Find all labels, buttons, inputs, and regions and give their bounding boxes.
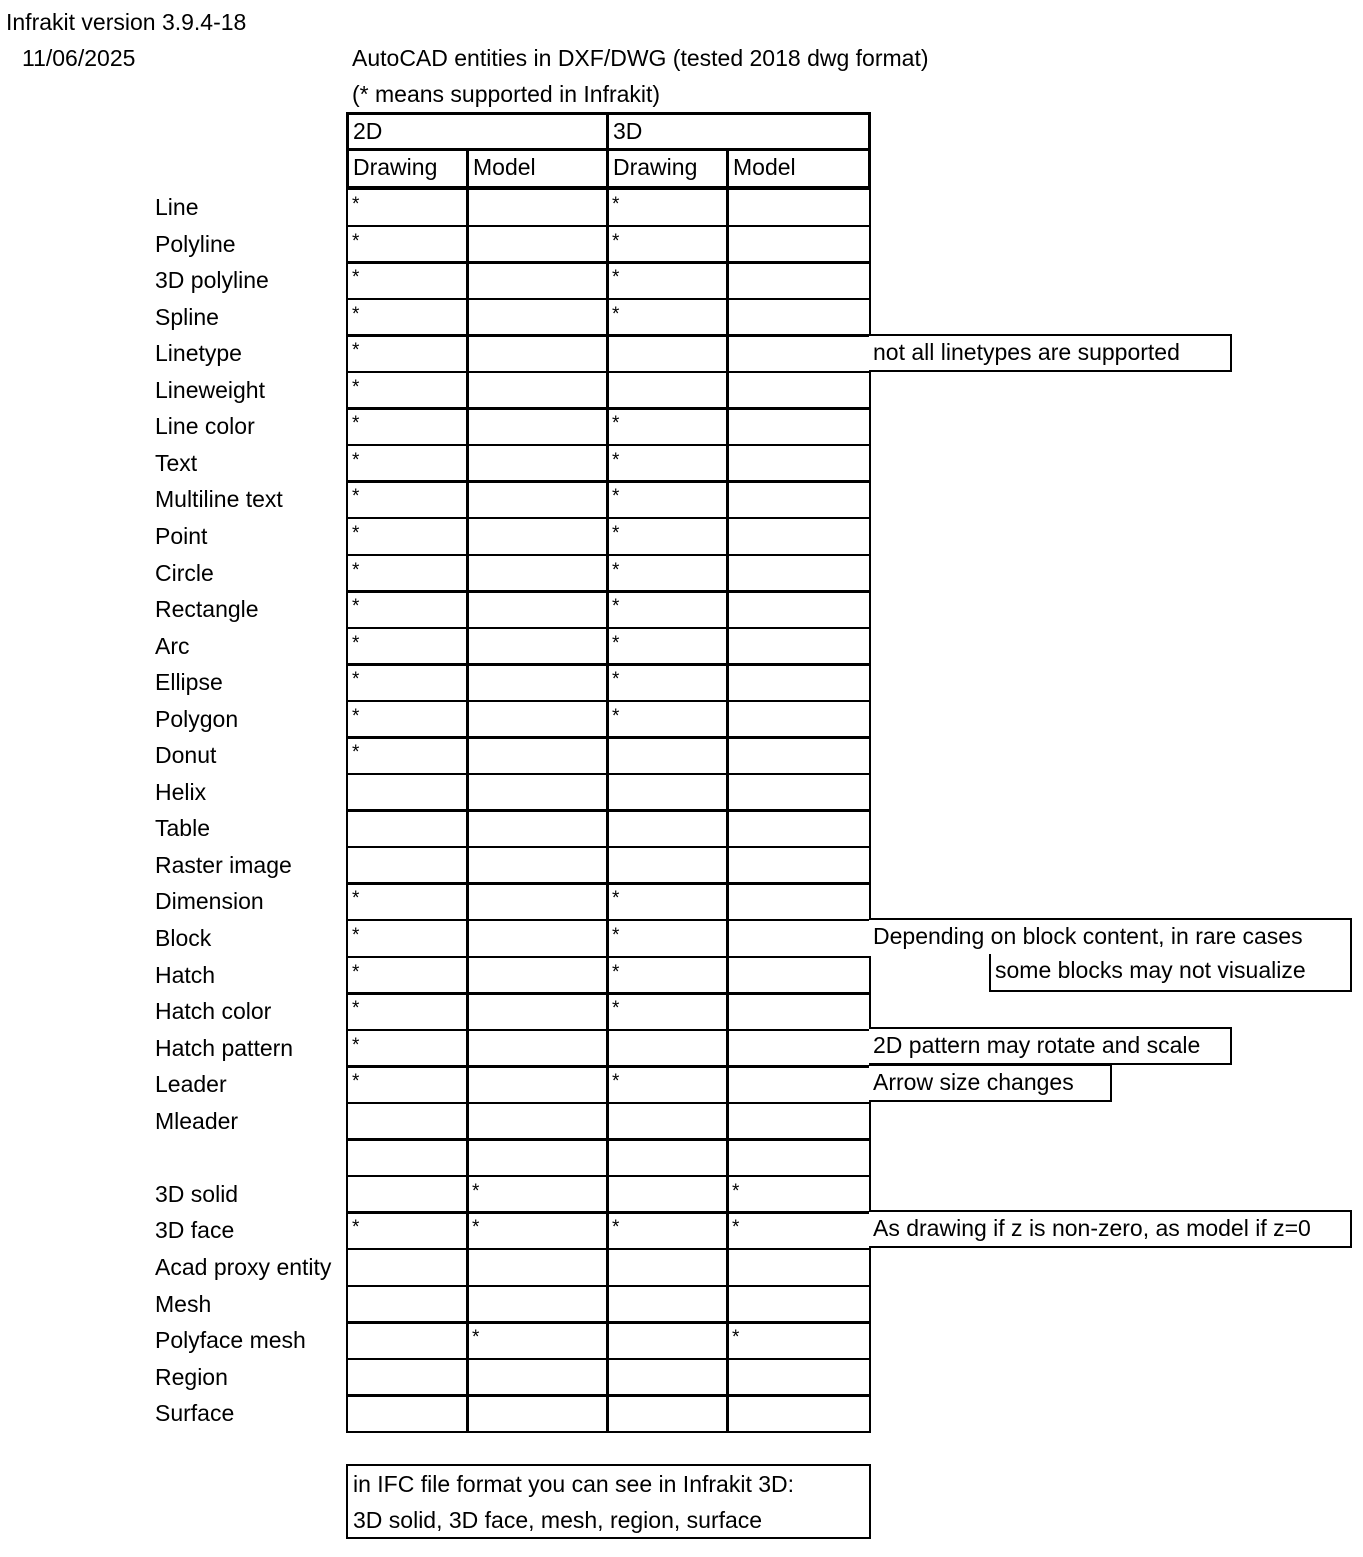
cell-3d-drawing: * bbox=[606, 663, 729, 702]
cell-3d-drawing: * bbox=[606, 261, 729, 300]
row-label: Mesh bbox=[155, 1291, 212, 1317]
row-label: Hatch pattern bbox=[155, 1035, 294, 1061]
cell-3d-model bbox=[726, 773, 871, 812]
cell-2d-drawing: * bbox=[346, 225, 469, 264]
row-label: Acad proxy entity bbox=[155, 1254, 332, 1280]
cell-3d-drawing bbox=[606, 371, 729, 410]
row-label: Dimension bbox=[155, 888, 264, 914]
cell-2d-drawing: * bbox=[346, 261, 469, 300]
cell-2d-model: * bbox=[466, 1211, 609, 1250]
row-label: Table bbox=[155, 815, 210, 841]
cell-2d-model bbox=[466, 1138, 609, 1177]
cell-2d-model bbox=[466, 882, 609, 921]
cell-2d-model bbox=[466, 1029, 609, 1068]
cell-2d-drawing bbox=[346, 1285, 469, 1324]
row-label: Leader bbox=[155, 1071, 227, 1097]
note-linetype: not all linetypes are supported bbox=[869, 334, 1232, 372]
cell-2d-drawing bbox=[346, 1358, 469, 1397]
note-hatch-pattern: 2D pattern may rotate and scale bbox=[869, 1027, 1232, 1065]
cell-3d-model bbox=[726, 188, 871, 227]
cell-2d-drawing: * bbox=[346, 188, 469, 227]
row-label: Ellipse bbox=[155, 669, 223, 695]
date-text: 11/06/2025 bbox=[22, 45, 136, 71]
cell-2d-model bbox=[466, 1285, 609, 1324]
cell-2d-model bbox=[466, 736, 609, 775]
cell-2d-model bbox=[466, 809, 609, 848]
row-label: Raster image bbox=[155, 852, 292, 878]
row-label: 3D solid bbox=[155, 1181, 239, 1207]
cell-3d-model bbox=[726, 919, 871, 958]
cell-3d-model bbox=[726, 956, 871, 995]
cell-2d-model bbox=[466, 919, 609, 958]
cell-3d-model bbox=[726, 1248, 871, 1287]
cell-2d-model bbox=[466, 1248, 609, 1287]
cell-2d-drawing bbox=[346, 1138, 469, 1177]
cell-3d-model bbox=[726, 334, 871, 373]
cell-2d-model bbox=[466, 956, 609, 995]
row-label: Rectangle bbox=[155, 596, 259, 622]
cell-2d-drawing bbox=[346, 1102, 469, 1141]
cell-3d-drawing: * bbox=[606, 956, 729, 995]
cell-3d-drawing: * bbox=[606, 992, 729, 1031]
row-label: Block bbox=[155, 925, 212, 951]
row-label: Line color bbox=[155, 413, 255, 439]
cell-3d-drawing: * bbox=[606, 444, 729, 483]
cell-2d-model bbox=[466, 261, 609, 300]
cell-3d-drawing bbox=[606, 1102, 729, 1141]
cell-3d-model bbox=[726, 1138, 871, 1177]
cell-2d-drawing bbox=[346, 1394, 469, 1433]
cell-3d-drawing bbox=[606, 1394, 729, 1433]
cell-3d-model bbox=[726, 809, 871, 848]
cell-2d-drawing: * bbox=[346, 590, 469, 629]
version-text: Infrakit version 3.9.4-18 bbox=[6, 9, 247, 35]
cell-3d-drawing: * bbox=[606, 627, 729, 666]
cell-2d-model bbox=[466, 590, 609, 629]
cell-3d-drawing bbox=[606, 1321, 729, 1360]
cell-2d-drawing: * bbox=[346, 919, 469, 958]
cell-2d-drawing: * bbox=[346, 1029, 469, 1068]
cell-2d-model bbox=[466, 1358, 609, 1397]
cell-3d-drawing bbox=[606, 1029, 729, 1068]
row-label: Lineweight bbox=[155, 377, 265, 403]
cell-2d-drawing: * bbox=[346, 736, 469, 775]
note-leader: Arrow size changes bbox=[869, 1064, 1112, 1102]
cell-2d-drawing bbox=[346, 1175, 469, 1214]
cell-3d-model bbox=[726, 627, 871, 666]
cell-3d-drawing bbox=[606, 1358, 729, 1397]
cell-3d-model bbox=[726, 480, 871, 519]
subheader-2d-drawing: Drawing bbox=[346, 148, 469, 189]
cell-3d-drawing: * bbox=[606, 1065, 729, 1104]
cell-3d-drawing: * bbox=[606, 882, 729, 921]
cell-3d-model: * bbox=[726, 1211, 871, 1250]
cell-3d-drawing: * bbox=[606, 517, 729, 556]
cell-3d-model bbox=[726, 1394, 871, 1433]
cell-2d-drawing: * bbox=[346, 334, 469, 373]
cell-3d-drawing bbox=[606, 1175, 729, 1214]
cell-3d-drawing bbox=[606, 1138, 729, 1177]
cell-3d-model bbox=[726, 407, 871, 446]
cell-2d-drawing: * bbox=[346, 663, 469, 702]
row-label: Polyface mesh bbox=[155, 1327, 306, 1353]
row-label: Polyline bbox=[155, 231, 236, 257]
row-label: Circle bbox=[155, 560, 214, 586]
page-title: AutoCAD entities in DXF/DWG (tested 2018 dwg format) bbox=[352, 45, 929, 71]
cell-3d-drawing: * bbox=[606, 554, 729, 593]
cell-2d-model: * bbox=[466, 1175, 609, 1214]
cell-2d-model bbox=[466, 480, 609, 519]
row-label: Donut bbox=[155, 742, 217, 768]
subheader-2d-model: Model bbox=[466, 148, 609, 189]
row-label: Arc bbox=[155, 633, 190, 659]
cell-3d-model: * bbox=[726, 1175, 871, 1214]
row-label: Surface bbox=[155, 1400, 235, 1426]
cell-2d-drawing: * bbox=[346, 1211, 469, 1250]
cell-2d-drawing: * bbox=[346, 627, 469, 666]
cell-3d-drawing: * bbox=[606, 480, 729, 519]
cell-2d-model: * bbox=[466, 1321, 609, 1360]
cell-2d-drawing bbox=[346, 1248, 469, 1287]
cell-2d-drawing: * bbox=[346, 956, 469, 995]
cell-2d-model bbox=[466, 627, 609, 666]
cell-2d-model bbox=[466, 846, 609, 885]
row-label: Polygon bbox=[155, 706, 239, 732]
cell-3d-model bbox=[726, 663, 871, 702]
cell-3d-model bbox=[726, 882, 871, 921]
cell-2d-model bbox=[466, 188, 609, 227]
cell-3d-model bbox=[726, 700, 871, 739]
cell-3d-model bbox=[726, 992, 871, 1031]
cell-3d-drawing: * bbox=[606, 919, 729, 958]
cell-3d-drawing: * bbox=[606, 700, 729, 739]
note-3d-face: As drawing if z is non-zero, as model if z=0 bbox=[869, 1210, 1352, 1248]
cell-3d-drawing bbox=[606, 1285, 729, 1324]
note-block-line2: some blocks may not visualize bbox=[989, 954, 1352, 992]
cell-2d-model bbox=[466, 992, 609, 1031]
page-subtitle: (* means supported in Infrakit) bbox=[352, 81, 661, 107]
cell-2d-model bbox=[466, 1394, 609, 1433]
cell-2d-model bbox=[466, 407, 609, 446]
cell-2d-drawing: * bbox=[346, 992, 469, 1031]
row-label: Linetype bbox=[155, 340, 242, 366]
cell-3d-drawing: * bbox=[606, 1211, 729, 1250]
cell-3d-model bbox=[726, 846, 871, 885]
cell-2d-drawing: * bbox=[346, 700, 469, 739]
cell-3d-model bbox=[726, 298, 871, 337]
cell-2d-drawing bbox=[346, 846, 469, 885]
cell-3d-model bbox=[726, 1065, 871, 1104]
cell-3d-drawing bbox=[606, 1248, 729, 1287]
cell-2d-model bbox=[466, 554, 609, 593]
row-label: Hatch color bbox=[155, 998, 272, 1024]
cell-2d-drawing: * bbox=[346, 407, 469, 446]
cell-2d-drawing: * bbox=[346, 554, 469, 593]
header-3d: 3D bbox=[606, 112, 871, 151]
cell-3d-drawing bbox=[606, 773, 729, 812]
subheader-3d-drawing: Drawing bbox=[606, 148, 729, 189]
row-label: Hatch bbox=[155, 962, 216, 988]
ifc-line-1: in IFC file format you can see in Infrakit 3D: bbox=[353, 1471, 795, 1497]
cell-2d-model bbox=[466, 298, 609, 337]
cell-2d-drawing: * bbox=[346, 480, 469, 519]
cell-2d-drawing bbox=[346, 773, 469, 812]
row-label: 3D polyline bbox=[155, 267, 269, 293]
cell-3d-drawing: * bbox=[606, 188, 729, 227]
cell-2d-drawing: * bbox=[346, 444, 469, 483]
subheader-3d-model: Model bbox=[726, 148, 871, 189]
cell-3d-drawing bbox=[606, 846, 729, 885]
cell-2d-model bbox=[466, 334, 609, 373]
cell-2d-model bbox=[466, 444, 609, 483]
row-label: Spline bbox=[155, 304, 219, 330]
cell-3d-drawing bbox=[606, 809, 729, 848]
cell-3d-model bbox=[726, 554, 871, 593]
cell-3d-model bbox=[726, 261, 871, 300]
cell-2d-drawing: * bbox=[346, 1065, 469, 1104]
row-label: Multiline text bbox=[155, 486, 283, 512]
row-label: Region bbox=[155, 1364, 228, 1390]
row-label: 3D face bbox=[155, 1217, 235, 1243]
cell-2d-model bbox=[466, 1065, 609, 1104]
cell-2d-model bbox=[466, 225, 609, 264]
cell-2d-model bbox=[466, 773, 609, 812]
cell-2d-model bbox=[466, 700, 609, 739]
cell-3d-model bbox=[726, 444, 871, 483]
cell-3d-drawing: * bbox=[606, 225, 729, 264]
note-block-line1: Depending on block content, in rare cases bbox=[869, 918, 1352, 956]
row-label: Mleader bbox=[155, 1108, 239, 1134]
cell-3d-model bbox=[726, 1102, 871, 1141]
ifc-info-box bbox=[346, 1464, 871, 1539]
cell-2d-model bbox=[466, 663, 609, 702]
cell-2d-drawing: * bbox=[346, 882, 469, 921]
cell-3d-drawing: * bbox=[606, 590, 729, 629]
cell-2d-drawing: * bbox=[346, 371, 469, 410]
cell-3d-model bbox=[726, 517, 871, 556]
cell-3d-model bbox=[726, 371, 871, 410]
cell-2d-drawing: * bbox=[346, 298, 469, 337]
cell-2d-model bbox=[466, 371, 609, 410]
cell-3d-model bbox=[726, 1029, 871, 1068]
cell-3d-drawing bbox=[606, 736, 729, 775]
row-label: Text bbox=[155, 450, 198, 476]
header-2d: 2D bbox=[346, 112, 609, 151]
cell-2d-model bbox=[466, 1102, 609, 1141]
cell-2d-drawing bbox=[346, 809, 469, 848]
cell-3d-model bbox=[726, 736, 871, 775]
cell-3d-model bbox=[726, 590, 871, 629]
cell-3d-model bbox=[726, 1285, 871, 1324]
cell-2d-drawing bbox=[346, 1321, 469, 1360]
cell-3d-drawing: * bbox=[606, 407, 729, 446]
cell-3d-model bbox=[726, 1358, 871, 1397]
row-label: Helix bbox=[155, 779, 207, 805]
cell-2d-model bbox=[466, 517, 609, 556]
row-label: Point bbox=[155, 523, 208, 549]
cell-3d-drawing bbox=[606, 334, 729, 373]
cell-2d-drawing: * bbox=[346, 517, 469, 556]
cell-3d-drawing: * bbox=[606, 298, 729, 337]
row-label: Line bbox=[155, 194, 199, 220]
cell-3d-model: * bbox=[726, 1321, 871, 1360]
ifc-line-2: 3D solid, 3D face, mesh, region, surface bbox=[353, 1507, 763, 1533]
cell-3d-model bbox=[726, 225, 871, 264]
